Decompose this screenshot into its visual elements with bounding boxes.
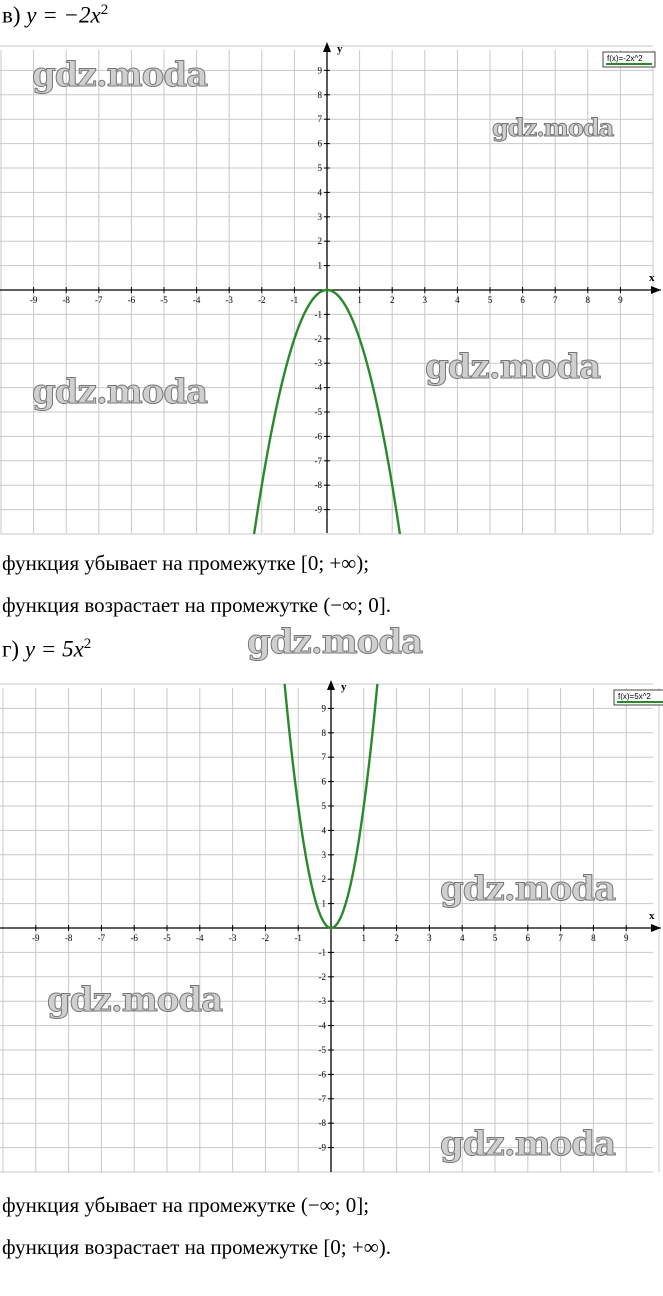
y-tick-label: 7: [321, 752, 326, 763]
y-tick-label: 3: [317, 211, 322, 222]
data-point: [290, 751, 292, 753]
data-point: [398, 525, 400, 527]
y-tick-label: -9: [318, 1142, 326, 1153]
y-tick-label: -5: [314, 407, 322, 417]
y-tick-label: 6: [317, 138, 322, 149]
chart-y-5x2: [0, 682, 663, 1172]
data-point: [391, 484, 393, 486]
y-tick-label: -3: [314, 358, 322, 369]
part1-label: в): [2, 2, 21, 28]
y-tick-label: 7: [317, 114, 322, 125]
x-tick-label: -3: [228, 933, 237, 943]
data-point: [317, 907, 319, 909]
part2-formula: y = 5x: [24, 636, 84, 662]
data-point: [356, 849, 358, 851]
data-point: [310, 883, 312, 885]
data-point: [336, 922, 338, 924]
part2-increasing-text: функция возрастает на промежутке [0; +∞).: [2, 1235, 391, 1259]
x-tick-label: -9: [32, 933, 40, 943]
watermark: gdz.moda: [32, 55, 208, 95]
data-point: [349, 883, 351, 885]
x-tick-label: -6: [130, 933, 138, 943]
y-tick-label: -3: [318, 996, 326, 1007]
part1-decreasing-text: функция убывает на промежутке [0; +∞);: [2, 551, 370, 575]
x-tick-label: 1: [361, 933, 367, 943]
y-tick-label: 3: [321, 849, 326, 860]
part2-decreasing-text: функция убывает на промежутке (−∞; 0];: [2, 1193, 370, 1217]
x-tick-label: 9: [618, 295, 623, 305]
part2-label: г): [2, 636, 20, 662]
x-axis-label: x: [649, 910, 655, 922]
x-tick-label: -2: [258, 295, 266, 305]
y-tick-label: 2: [317, 236, 322, 247]
y-tick-label: 9: [321, 703, 326, 714]
data-point: [330, 927, 332, 929]
x-tick-label: 4: [455, 295, 460, 305]
x-tick-label: 6: [520, 295, 525, 305]
y-tick-label: 8: [321, 727, 326, 738]
x-axis-arrow: [651, 286, 661, 294]
part1-formula-exponent: 2: [100, 2, 109, 18]
x-tick-label: 3: [427, 933, 432, 943]
data-point: [376, 688, 378, 690]
x-tick-label: 8: [591, 933, 596, 943]
x-tick-label: 6: [525, 933, 531, 943]
data-point: [277, 399, 279, 401]
part1-title: [2, 2, 108, 29]
part2-title: [2, 636, 91, 663]
x-tick-label: 5: [492, 933, 498, 943]
x-tick-label: 9: [623, 933, 629, 943]
y-tick-label: 6: [321, 776, 326, 787]
data-point: [326, 289, 328, 291]
part1-increasing-text: функция возрастает на промежутке (−∞; 0].: [2, 593, 391, 617]
x-tick-label: 1: [357, 295, 362, 305]
data-point: [254, 525, 256, 527]
part1-formula: y = −2x: [26, 2, 101, 28]
x-tick-label: -8: [62, 295, 70, 305]
y-tick-label: -6: [314, 431, 322, 442]
y-tick-label: -9: [314, 504, 322, 515]
x-tick-label: 4: [459, 933, 465, 943]
data-point: [297, 805, 299, 807]
y-tick-label: -4: [314, 382, 322, 393]
data-point: [284, 688, 286, 690]
data-point: [261, 484, 263, 486]
x-tick-label: -1: [290, 295, 299, 305]
y-tick-label: -2: [314, 333, 322, 344]
data-point: [343, 907, 345, 909]
y-tick-label: -4: [318, 1020, 326, 1031]
data-point: [363, 805, 365, 807]
y-tick-label: 2: [321, 874, 326, 885]
data-point: [310, 301, 312, 303]
x-tick-label: -2: [261, 933, 270, 943]
watermark: gdz.moda: [440, 869, 616, 909]
watermark: gdz.moda: [32, 372, 208, 412]
x-tick-label: 8: [585, 295, 591, 305]
x-tick-label: 2: [389, 295, 395, 305]
x-tick-label: -3: [225, 295, 233, 305]
data-point: [375, 399, 377, 401]
y-tick-label: -6: [318, 1069, 326, 1080]
y-axis-label: y: [337, 43, 343, 55]
data-point: [369, 751, 371, 753]
x-tick-label: -1: [294, 933, 302, 943]
y-tick-label: -5: [318, 1045, 326, 1055]
y-tick-label: -8: [314, 480, 322, 491]
y-tick-label: -7: [318, 1093, 326, 1104]
x-tick-label: 2: [394, 933, 399, 943]
y-tick-label: -1: [318, 947, 326, 958]
x-tick-label: -7: [97, 933, 106, 943]
legend-label: f(x)=5x^2: [618, 692, 651, 701]
x-axis-label: x: [649, 272, 655, 284]
data-point: [304, 849, 306, 851]
y-tick-label: -1: [314, 309, 322, 320]
data-point: [323, 922, 325, 924]
watermark: gdz.moda: [440, 1124, 616, 1164]
y-tick-label: 5: [321, 801, 326, 811]
x-tick-label: -5: [160, 295, 168, 305]
data-point: [358, 338, 360, 340]
y-tick-label: 1: [317, 260, 322, 271]
y-tick-label: 1: [321, 898, 326, 909]
watermark: gdz.moda: [425, 347, 601, 387]
y-tick-label: 9: [317, 65, 322, 76]
watermark: gdz.moda: [47, 980, 223, 1020]
x-tick-label: -8: [64, 933, 73, 943]
part2-formula-exponent: 2: [83, 636, 92, 652]
x-tick-label: -5: [163, 933, 171, 943]
x-tick-label: -6: [127, 295, 136, 305]
data-point: [293, 338, 295, 340]
watermark: gdz.moda: [492, 113, 614, 142]
x-tick-label: 7: [558, 933, 563, 943]
y-tick-label: 4: [321, 825, 326, 836]
x-tick-label: 3: [422, 295, 428, 305]
y-axis-label: y: [341, 681, 347, 693]
x-tick-label: 5: [487, 295, 493, 305]
y-tick-label: -8: [318, 1118, 326, 1129]
x-tick-label: 7: [552, 295, 558, 305]
legend: [614, 690, 663, 705]
y-tick-label: 8: [317, 89, 322, 100]
y-tick-label: -7: [314, 455, 322, 466]
y-tick-label: -2: [318, 971, 326, 982]
y-axis-arrow: [323, 42, 331, 52]
x-tick-label: -9: [29, 295, 38, 305]
y-axis-arrow: [327, 680, 335, 690]
y-tick-label: 5: [317, 163, 322, 173]
x-tick-label: -4: [196, 933, 204, 943]
data-point: [342, 301, 344, 303]
x-tick-label: -4: [192, 295, 201, 305]
legend-label: f(x)=-2x^2: [607, 54, 643, 63]
x-tick-label: -7: [95, 295, 103, 305]
legend: [603, 52, 655, 67]
watermark: gdz.moda: [247, 622, 423, 662]
y-tick-label: 4: [317, 187, 322, 198]
